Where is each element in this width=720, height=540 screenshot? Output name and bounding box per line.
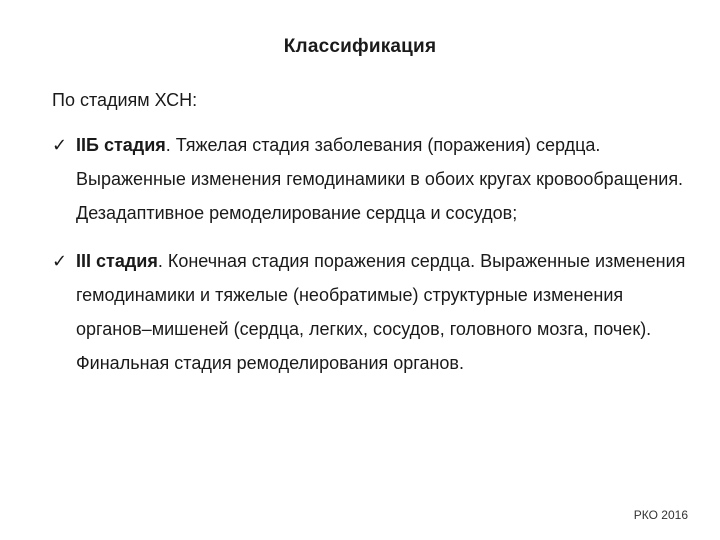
- checkmark-icon: ✓: [52, 251, 68, 271]
- bullet-list: [52, 128, 692, 394]
- slide-subtitle: По стадиям ХСН:: [52, 90, 198, 110]
- bullet-text: . Конечная стадия поражения сердца. Выраженные изменения гемодинамики и тяжелые (необратимые) структурные изменения органов–мишеней (сердца, легких, сосудов, головного мозга, почек). Финальная стадия ремоделирования органов.: [76, 251, 686, 373]
- bullet-item-stage-3: [52, 244, 692, 380]
- bullet-item-stage-2b: [52, 128, 692, 230]
- bullet-text: . Тяжелая стадия заболевания (поражения) сердца. Выраженные изменения гемодинамики в обоих кругах кровообращения. Дезадаптивное ремоделирование сердца и сосудов;: [76, 135, 684, 223]
- slide-title: Классификация: [283, 36, 437, 57]
- checkmark-icon: ✓: [52, 135, 68, 155]
- bullet-lead: III стадия: [76, 251, 158, 271]
- footer-label: РКО 2016: [633, 508, 688, 522]
- bullet-lead: IIБ стадия: [76, 135, 166, 155]
